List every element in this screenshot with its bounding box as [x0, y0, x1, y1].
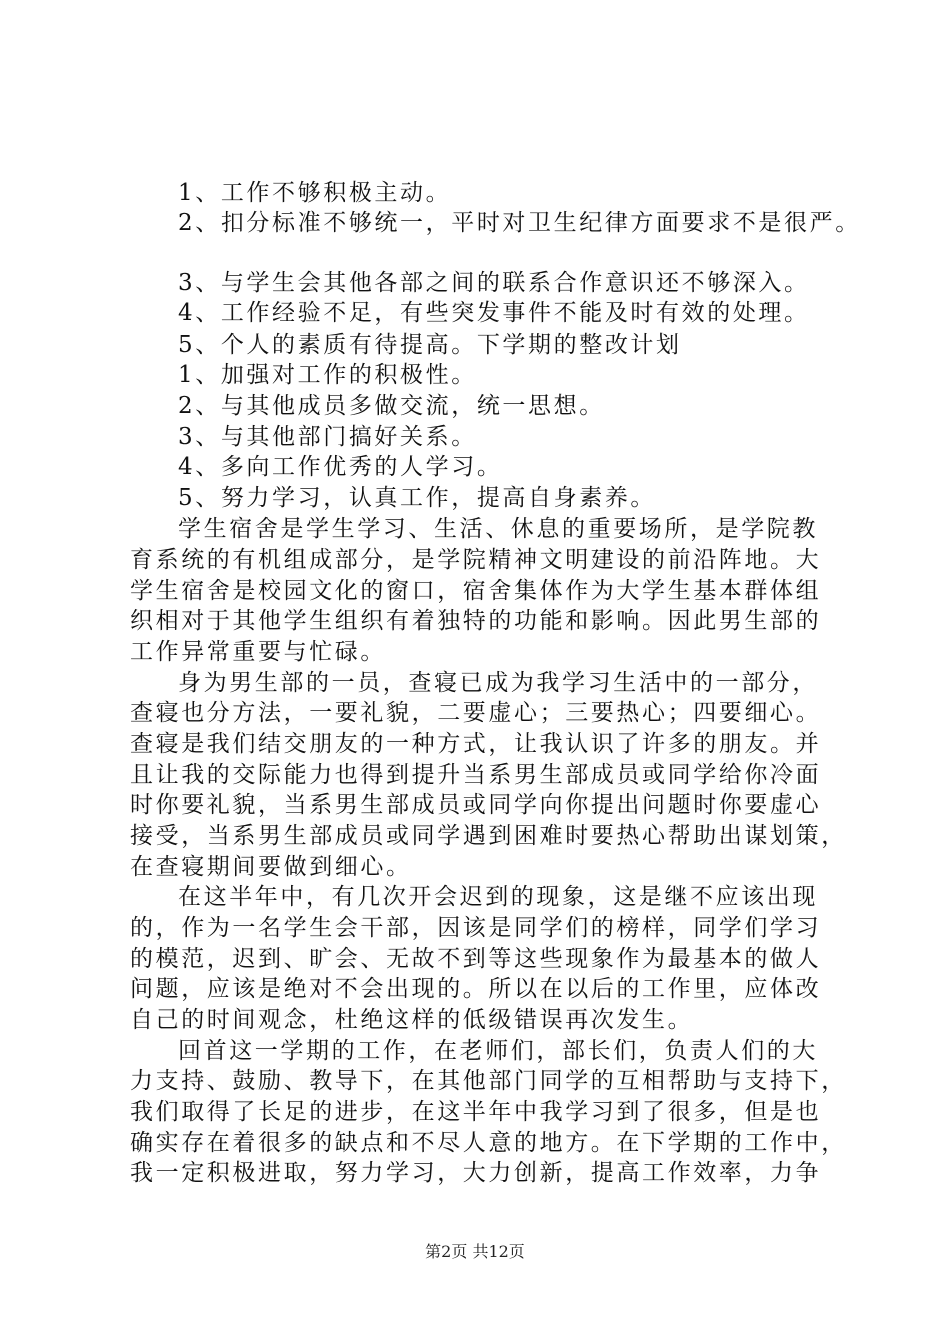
paragraph-line: 问题，应该是绝对不会出现的。所以在以后的工作里，应体改 [130, 976, 822, 1002]
paragraph-line: 在这半年中，有几次开会迟到的现象，这是继不应该出现 [178, 884, 818, 910]
paragraph-line: 身为男生部的一员，查寝已成为我学习生活中的一部分， [178, 670, 818, 696]
paragraph-line: 学生宿舍是学生学习、生活、休息的重要场所，是学院教 [178, 516, 818, 542]
paragraph-line: 的，作为一名学生会干部，因该是同学们的榜样，同学们学习 [130, 915, 822, 941]
list-item: 2、扣分标准不够统一，平时对卫生纪律方面要求不是很严。 [178, 210, 861, 236]
paragraph-line: 织相对于其他学生组织有着独特的功能和影响。因此男生部的 [130, 608, 822, 634]
page-number-footer: 第2页 共12页 [425, 1242, 525, 1261]
paragraph-line: 力支持、鼓励、教导下，在其他部门同学的互相帮助与支持下， [130, 1068, 847, 1094]
paragraph-line: 时你要礼貌，当系男生部成员或同学向你提出问题时你要虚心 [130, 792, 822, 818]
paragraph-line: 学生宿舍是校园文化的窗口，宿舍集体作为大学生基本群体组 [130, 578, 822, 604]
paragraph-line: 我们取得了长足的进步，在这半年中我学习到了很多，但是也 [130, 1099, 822, 1125]
list-item: 3、与其他部门搞好关系。 [178, 424, 477, 450]
paragraph-line: 查寝是我们结交朋友的一种方式，让我认识了许多的朋友。并 [130, 731, 822, 757]
paragraph-line: 的模范，迟到、旷会、无故不到等这些现象作为最基本的做人 [130, 946, 822, 972]
paragraph-line: 工作异常重要与忙碌。 [130, 639, 386, 665]
paragraph-line: 在查寝期间要做到细心。 [130, 854, 412, 880]
paragraph-line: 自己的时间观念，杜绝这样的低级错误再次发生。 [130, 1007, 694, 1033]
paragraph-line: 查寝也分方法，一要礼貌，二要虚心；三要热心；四要细心。 [130, 700, 822, 726]
paragraph-line: 且让我的交际能力也得到提升当系男生部成员或同学给你冷面 [130, 762, 822, 788]
list-item: 5、个人的素质有待提高。下学期的整改计划 [178, 332, 682, 358]
list-item: 4、工作经验不足，有些突发事件不能及时有效的处理。 [178, 300, 810, 326]
paragraph-line: 育系统的有机组成部分，是学院精神文明建设的前沿阵地。大 [130, 547, 822, 573]
list-item: 4、多向工作优秀的人学习。 [178, 454, 503, 480]
list-item: 2、与其他成员多做交流，统一思想。 [178, 393, 605, 419]
paragraph-line: 我一定积极进取，努力学习，大力创新，提高工作效率，力争 [130, 1160, 822, 1186]
list-item: 5、努力学习，认真工作，提高自身素养。 [178, 485, 657, 511]
list-item: 1、加强对工作的积极性。 [178, 362, 477, 388]
list-item: 3、与学生会其他各部之间的联系合作意识还不够深入。 [178, 270, 810, 296]
list-item: 1、工作不够积极主动。 [178, 180, 452, 206]
paragraph-line: 确实存在着很多的缺点和不尽人意的地方。在下学期的工作中， [130, 1130, 847, 1156]
paragraph-line: 回首这一学期的工作，在老师们，部长们，负责人们的大 [178, 1038, 818, 1064]
paragraph-line: 接受，当系男生部成员或同学遇到困难时要热心帮助出谋划策， [130, 823, 847, 849]
